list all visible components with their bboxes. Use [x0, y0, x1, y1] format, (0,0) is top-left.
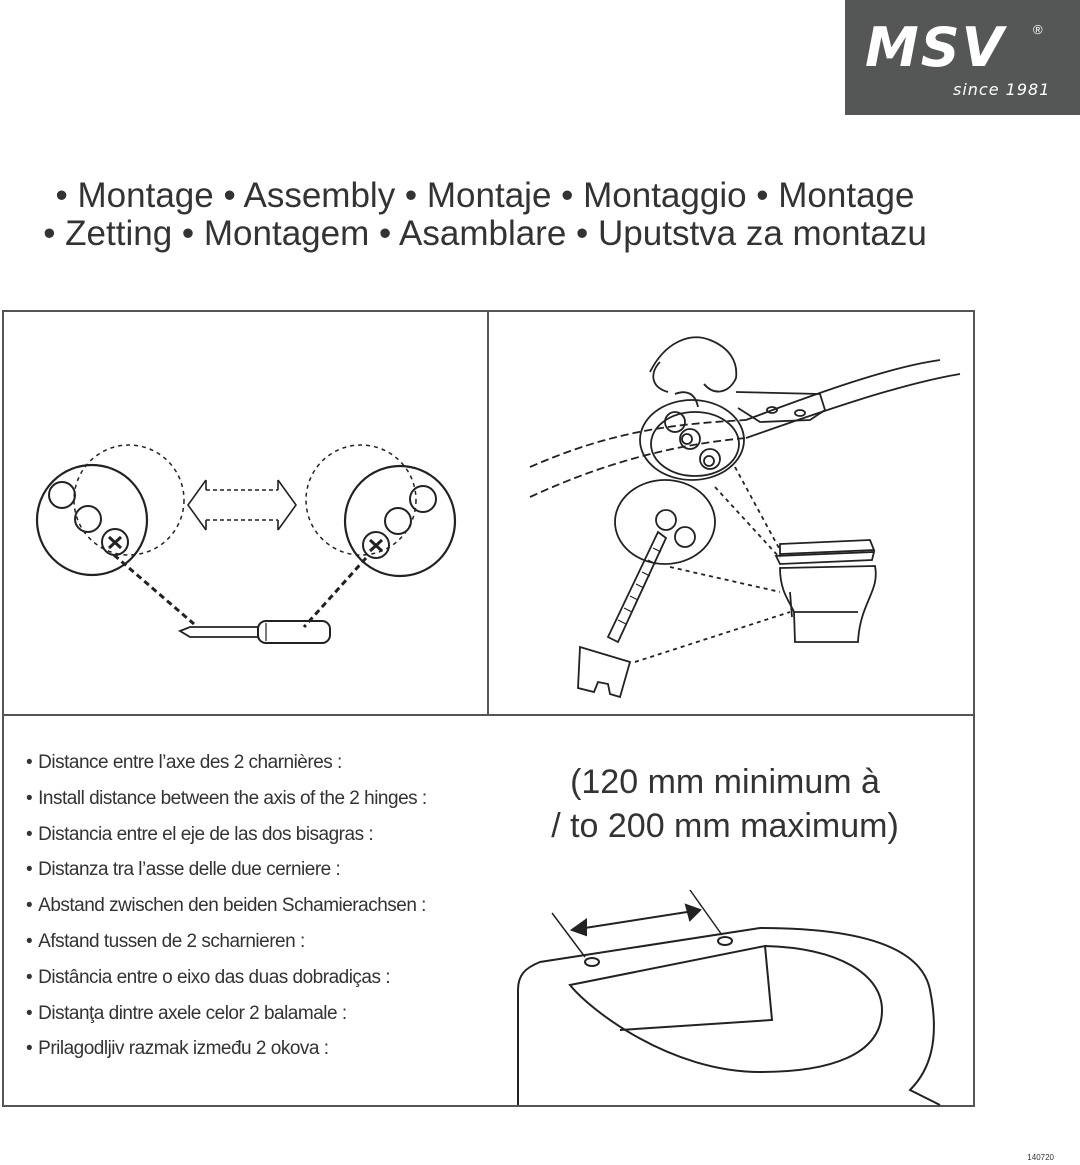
vertical-divider — [487, 310, 489, 716]
hinge-distance-list — [26, 748, 427, 1070]
list-item: • Distanţa dintre axele celor 2 balamale : — [26, 999, 427, 1035]
logo-since: since 1981 — [953, 80, 1051, 99]
logo-wordmark: MSV — [865, 16, 1006, 79]
list-item: • Distancia entre el eje de las dos bisagras : — [26, 820, 427, 856]
product-code: 140720 — [1027, 1153, 1054, 1162]
list-item: • Abstand zwischen den beiden Schamierachsen : — [26, 891, 427, 927]
measurement-line-2: / to 200 mm maximum) — [551, 807, 899, 845]
list-item: • Distanza tra l’asse delle due cerniere : — [26, 855, 427, 891]
toilet-bowl-illustration — [510, 880, 972, 1106]
horizontal-divider — [2, 714, 975, 716]
measurement-range — [510, 760, 940, 848]
hinge-adjustment-illustration — [4, 312, 486, 714]
list-item: • Afstand tussen de 2 scharnieren : — [26, 927, 427, 963]
list-item: • Install distance between the axis of the 2 hinges : — [26, 784, 427, 820]
msv-logo — [845, 0, 1080, 115]
list-item: • Distance entre l’axe des 2 charnières : — [26, 748, 427, 784]
list-item: • Prilagodljiv razmak između 2 okova : — [26, 1034, 427, 1070]
measurement-line-1: (120 mm minimum à — [570, 763, 880, 801]
title-line-1: • Montage • Assembly • Montaje • Montaggio • Montage — [55, 176, 915, 215]
title-line-2: • Zetting • Montagem • Asamblare • Uputstva za montazu — [43, 214, 927, 253]
registered-mark: ® — [1033, 22, 1043, 37]
assembly-exploded-illustration — [490, 312, 974, 714]
list-item: • Distância entre o eixo das duas dobradiças : — [26, 963, 427, 999]
